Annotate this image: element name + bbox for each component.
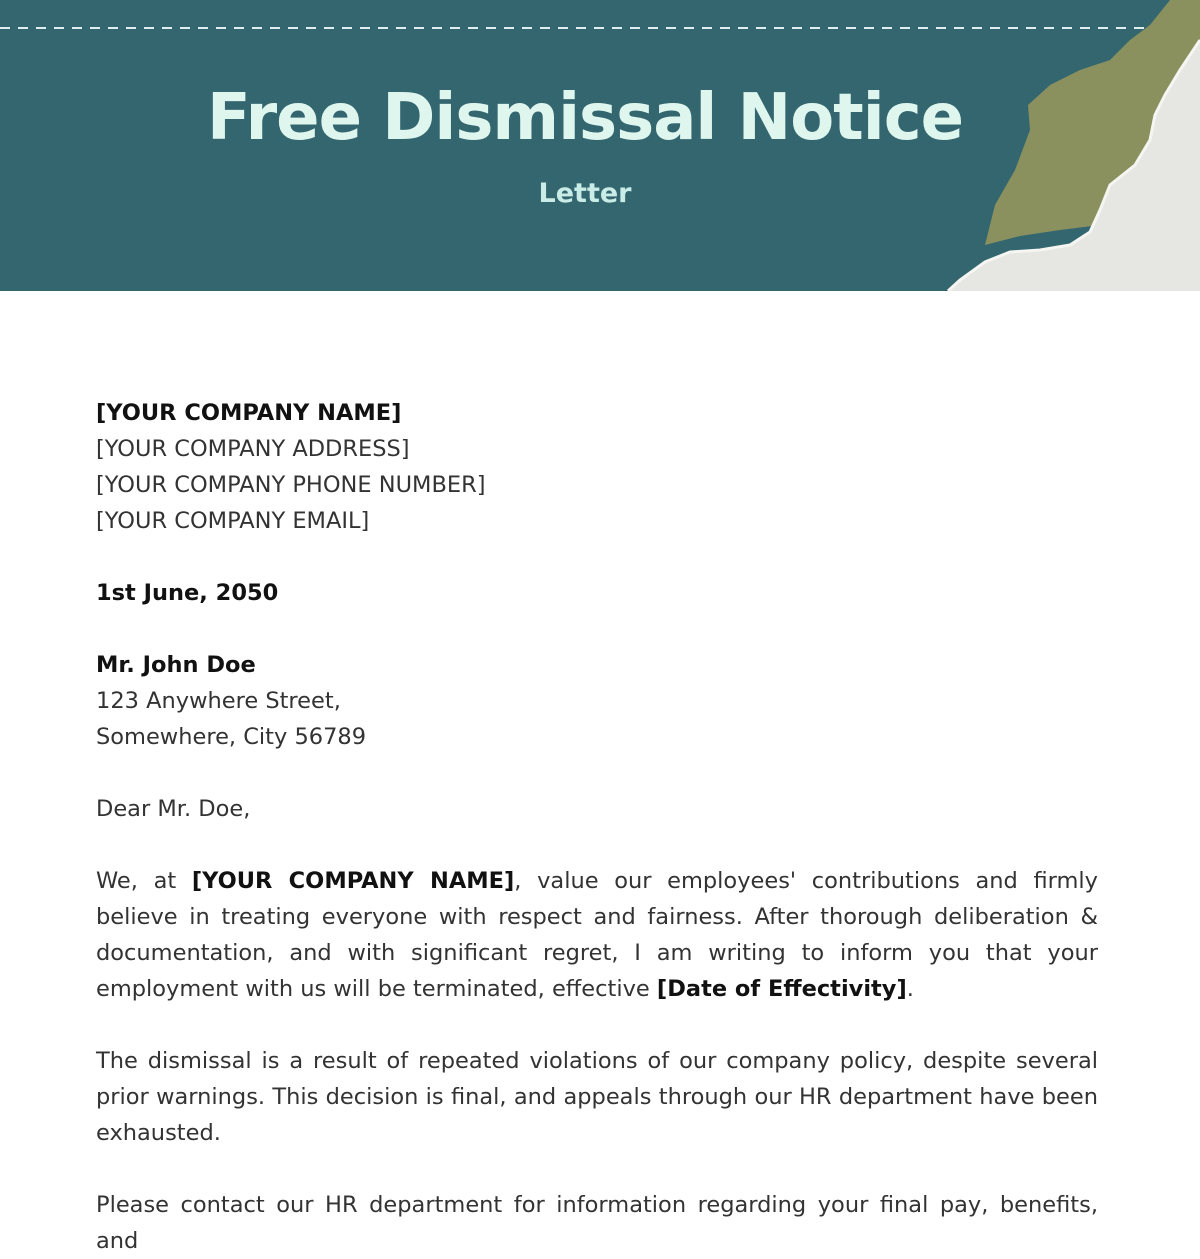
company-name: [YOUR COMPANY NAME]: [96, 400, 402, 426]
company-phone: [YOUR COMPANY PHONE NUMBER]: [96, 472, 486, 498]
recipient-street: 123 Anywhere Street,: [96, 688, 341, 714]
page-subtitle: Letter: [538, 178, 632, 209]
paragraph1-text-c: .: [906, 976, 914, 1002]
letter-body: [96, 395, 1098, 1259]
paragraph1-text-b: , value our employees' contributions and firmly believe in treating everyone with respect and fairness. After thorough deliberation & documentation, and with significant regret, I am writing to inform you that your employment with us will be terminated, effective: [96, 868, 1098, 1002]
salutation: Dear Mr. Doe,: [96, 796, 251, 822]
company-email: [YOUR COMPANY EMAIL]: [96, 508, 370, 534]
page-title: Free Dismissal Notice: [206, 81, 964, 155]
paragraph-reason: The dismissal is a result of repeated violations of our company policy, despite several prior warnings. This decision is final, and appeals through our HR department have been exhausted.: [96, 1048, 1098, 1146]
paragraph-termination: [96, 863, 1098, 1007]
header-banner: [0, 0, 1200, 291]
paragraph1-text-a: We, at: [96, 868, 192, 894]
recipient-city: Somewhere, City 56789: [96, 724, 367, 750]
paragraph-contact: Please contact our HR department for information regarding your final pay, benefits, and: [96, 1192, 1098, 1254]
paragraph1-date-placeholder: [Date of Effectivity]: [656, 976, 907, 1002]
letter-date: 1st June, 2050: [96, 580, 279, 606]
paragraph1-company-placeholder: [YOUR COMPANY NAME]: [191, 868, 515, 894]
recipient-name: Mr. John Doe: [96, 652, 256, 678]
company-address: [YOUR COMPANY ADDRESS]: [96, 436, 410, 462]
